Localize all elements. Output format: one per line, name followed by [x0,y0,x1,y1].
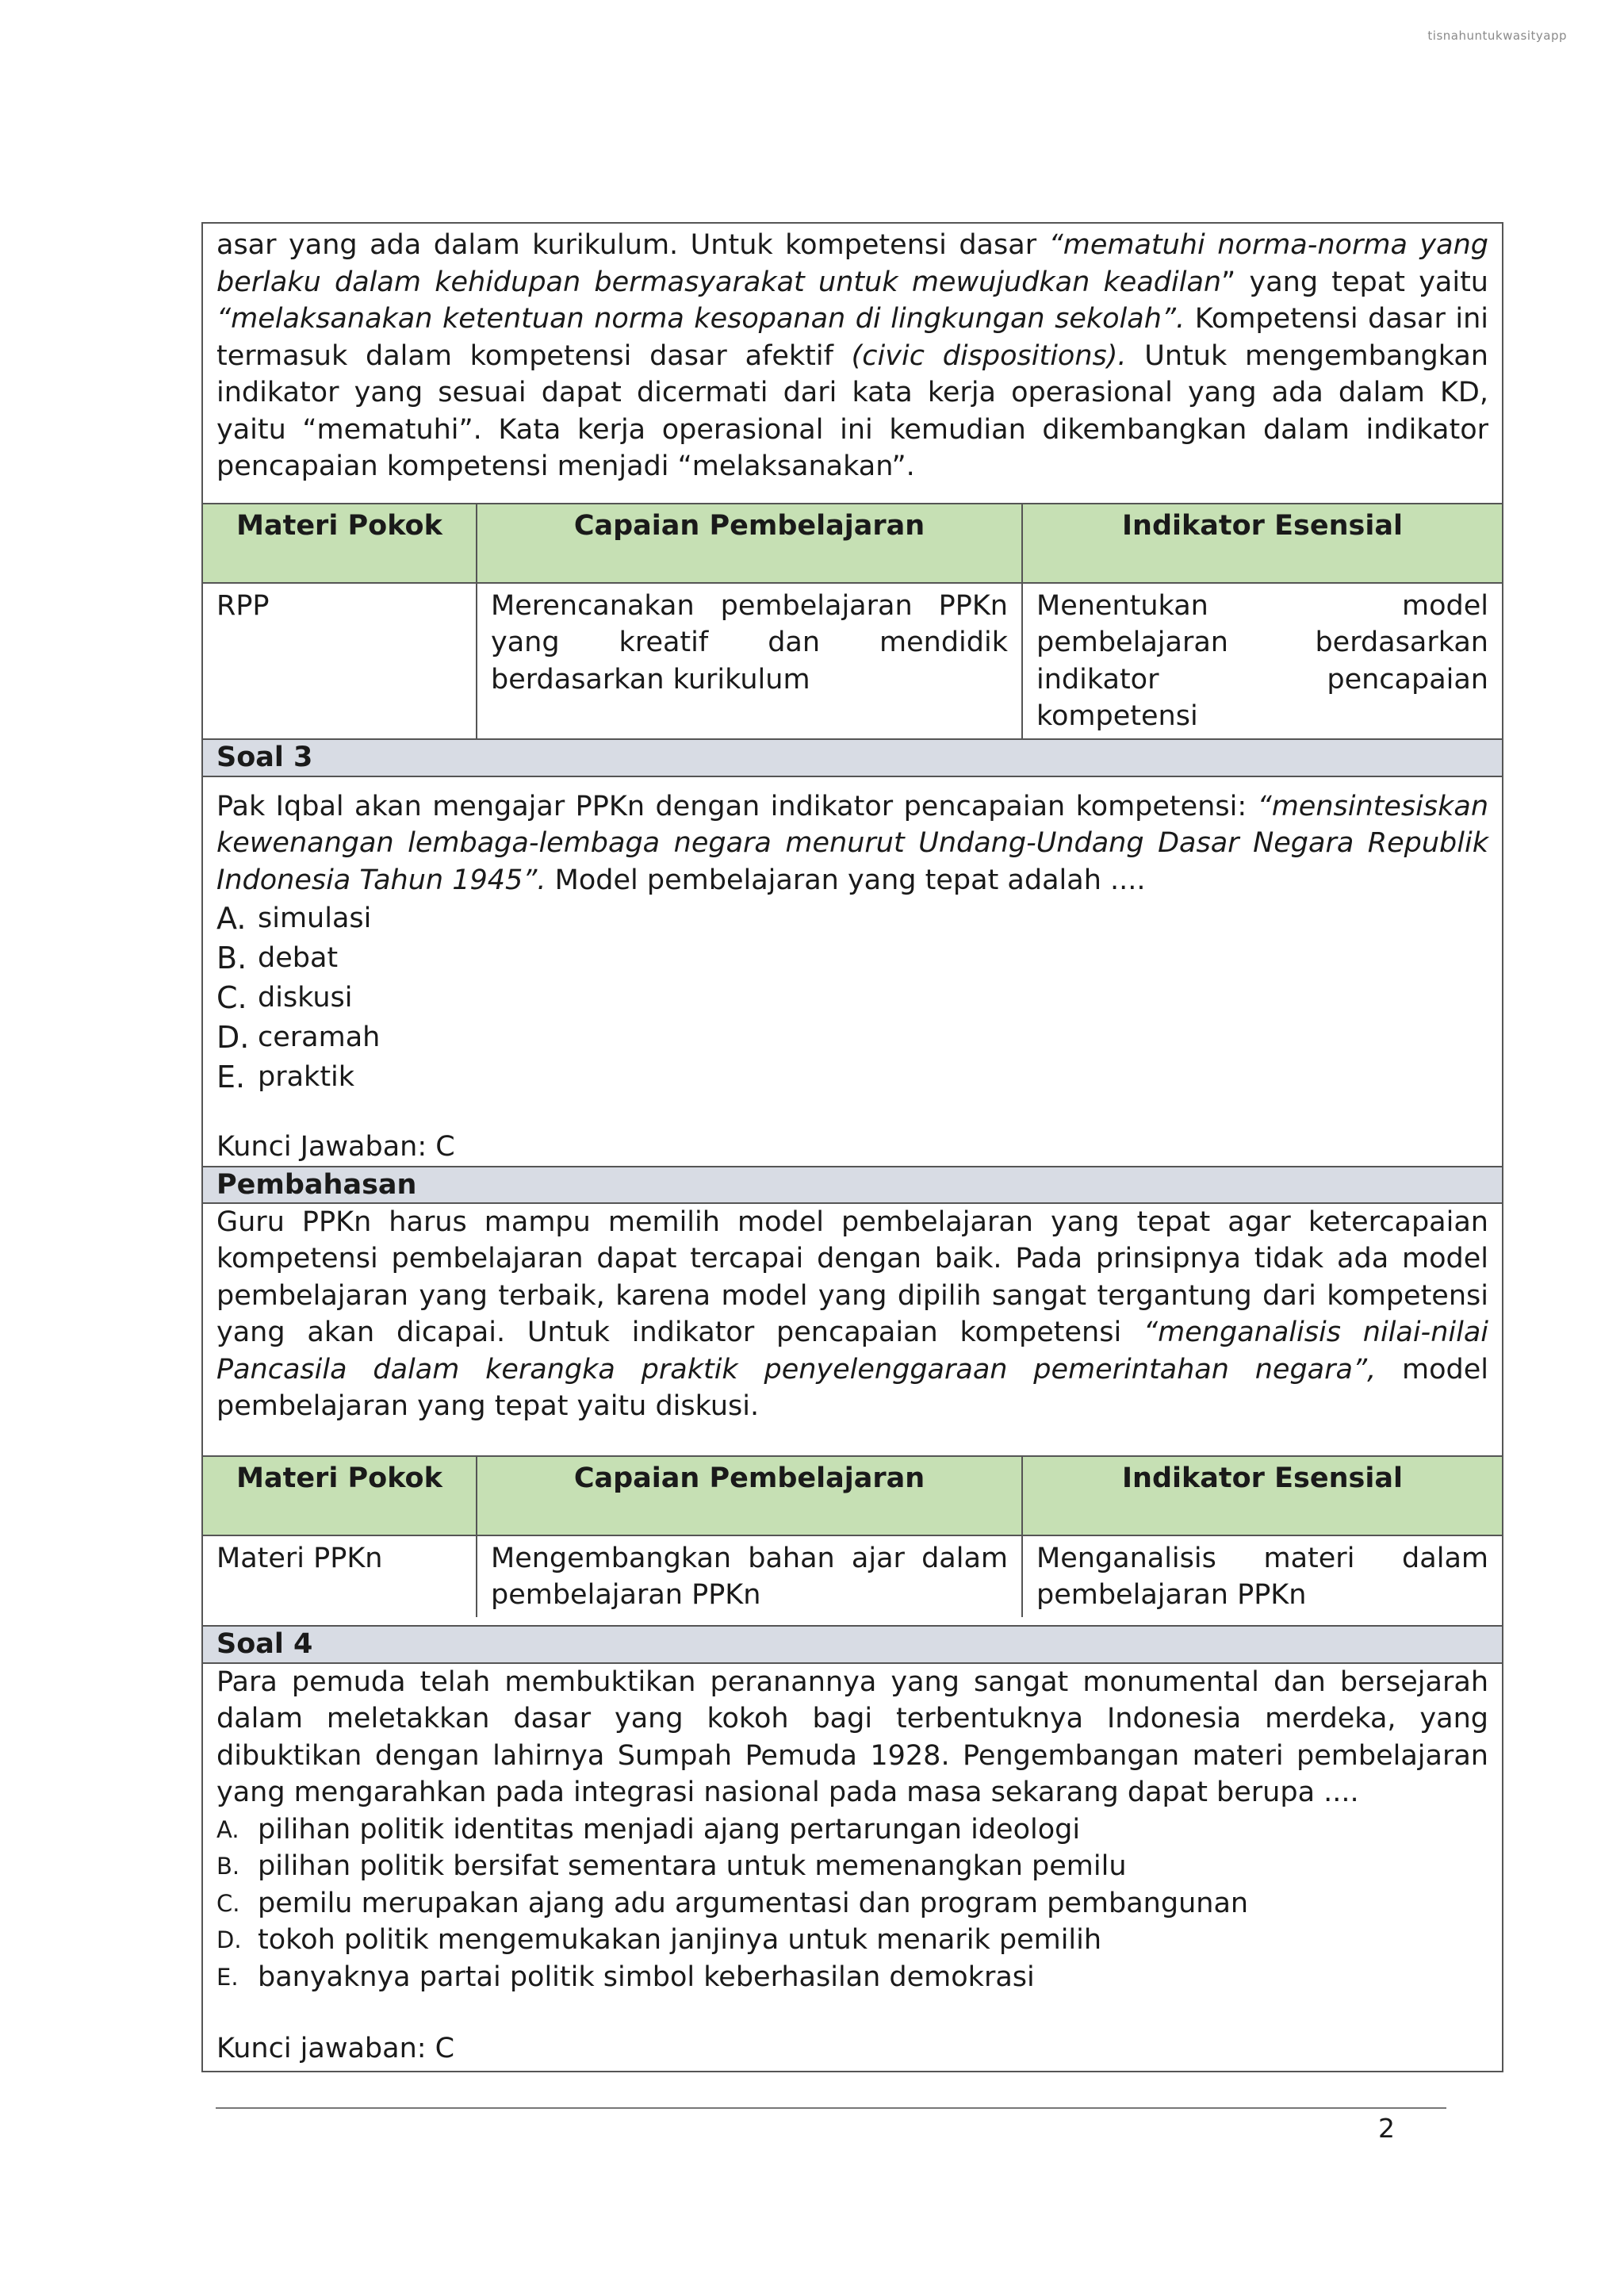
option-text: praktik [258,1061,355,1093]
soal-4-answer-key: Kunci jawaban: C [216,2033,455,2064]
question-text: Pak Iqbal akan mengajar PPKn dengan indikator pencapaian kompetensi: [216,790,1258,822]
intro-text: Untuk mengembangkan indikator yang sesuai dapat dicermati dari kata kerja operasional yang ada dalam KD, yaitu “mematuhi”. Kata kerja operasional ini kemudian dikembangkan dalam indikator pencapaian kompetensi menjadi “melaksanakan”. [216,339,1488,482]
option-text: tokoh politik mengemukakan janjinya untuk menarik pemilih [258,1924,1102,1956]
cell-capaian-pembelajaran: Mengembangkan bahan ajar dalam pembelajaran PPKn [476,1536,1021,1617]
option-letter: C. [216,980,247,1015]
option-text: debat [258,942,339,974]
pembahasan-quote: “menganalisis nilai-nilai Pancasila dalam kerangka praktik penyelenggaraan pemerintahan negara”, [216,1317,1488,1386]
option-text: diskusi [258,982,353,1014]
option-letter: C. [216,1889,240,1917]
option-letter: A. [216,1815,239,1843]
soal-4-title: Soal 4 [203,1625,1502,1662]
option-letter: E. [216,1060,246,1094]
intro-text: asar yang ada dalam kurikulum. Untuk kompetensi dasar [216,229,1049,261]
intro-text: Kompetensi dasar ini termasuk dalam kompetensi dasar afektif [216,303,1488,372]
header-materi-pokok: Materi Pokok [203,504,476,582]
option-letter: B. [216,941,247,976]
soal-3-body [203,776,1502,1166]
table-row [203,1535,1502,1625]
question-text: Model pembelajaran yang tepat adalah .... [546,864,1146,896]
soal-4-question: Para pemuda telah membuktikan peranannya yang sangat monumental dan bersejarah dalam meletakkan dasar yang kokoh bagi terbentuknya Indonesia merdeka, yang dibuktikan dengan lahirnya Sumpah Pemuda 1928. Pengembangan materi pembelajaran yang mengarahkan pada integrasi nasional pada masa sekarang dapat berupa .... [216,1665,1488,1808]
option-b [216,1848,1488,1885]
option-text: ceramah [258,1022,381,1053]
header-capaian-pembelajaran: Capaian Pembelajaran [476,504,1021,582]
cell-materi-pokok: RPP [216,589,270,622]
question-quote: “mensintesiskan kewenangan lembaga-lembaga negara menurut Undang-Undang Dasar Negara Republik Indonesia Tahun 1945”. [216,790,1488,896]
header-materi-pokok: Materi Pokok [203,1457,476,1535]
option-e [216,1057,1488,1097]
option-text: pilihan politik bersifat sementara untuk memenangkan pemilu [258,1850,1127,1882]
option-text: pemilu merupakan ajang adu argumentasi dan program pembangunan [258,1887,1249,1919]
option-c [216,1885,1488,1922]
soal-4-options [216,1811,1488,1996]
cell-indikator-esensial: Menganalisis materi dalam pembelajaran PPKn [1021,1536,1502,1617]
question-table [201,222,1503,2072]
intro-paragraph [203,224,1502,503]
option-text: simulasi [258,903,372,934]
header-indikator-esensial: Indikator Esensial [1021,1457,1502,1535]
option-d [216,1018,1488,1057]
cell-indikator-esensial: Menentukan model pembelajaran berdasarkan indikator pencapaian kompetensi [1021,584,1502,738]
intro-term: (civic dispositions). [851,339,1127,372]
option-letter: D. [216,1020,250,1055]
pembahasan-title: Pembahasan [203,1166,1502,1202]
option-d [216,1922,1488,1959]
option-a [216,899,1488,938]
option-b [216,938,1488,978]
cell-capaian-pembelajaran: Merencanakan pembelajaran PPKn yang kreatif dan mendidik berdasarkan kurikulum [476,584,1021,738]
option-letter: B. [216,1853,240,1880]
cell-materi-pokok: Materi PPKn [216,1542,383,1574]
header-indikator-esensial: Indikator Esensial [1021,504,1502,582]
pembahasan-text: Guru PPKn harus mampu memilih model pembelajaran yang tepat agar ketercapaian kompetensi pembelajaran dapat tercapai dengan baik. Pada prinsipnya tidak ada model pembelajaran yang terbaik, karena model yang dipilih sangat tergantung dari kompetensi yang akan dicapai. Untuk indikator pencapaian kompetensi [216,1205,1488,1348]
soal-4-body [203,1662,1502,2071]
option-text: banyaknya partai politik simbol keberhasilan demokrasi [258,1961,1035,1993]
header-capaian-pembelajaran: Capaian Pembelajaran [476,1457,1021,1535]
option-text: pilihan politik identitas menjadi ajang pertarungan ideologi [258,1813,1081,1846]
table-row [203,582,1502,738]
option-letter: D. [216,1926,242,1953]
soal-3-title: Soal 3 [203,738,1502,776]
option-letter: A. [216,901,247,936]
option-letter: E. [216,1963,239,1991]
soal-3-answer-key: Kunci Jawaban: C [216,1131,455,1163]
page-number: 2 [1378,2113,1395,2144]
option-e [216,1959,1488,1996]
table-header-row [203,503,1502,582]
intro-quote: “melaksanakan ketentuan norma kesopanan di lingkungan sekolah”. [216,303,1185,335]
option-a [216,1811,1488,1849]
option-c [216,978,1488,1018]
intro-quote: “mematuhi norma-norma yang berlaku dalam kehidupan bermasyarakat untuk mewujudkan keadilan [216,229,1488,298]
soal-3-options [216,899,1488,1097]
footer-divider [216,2107,1446,2109]
pembahasan-body [203,1202,1502,1455]
header-watermark: tisnahuntukwasityapp [1427,29,1567,43]
intro-text: ” yang tepat yaitu [1221,266,1488,298]
soal-3-question [216,788,1488,899]
pembahasan-text: model pembelajaran yang tepat yaitu diskusi. [216,1353,1489,1422]
table-header-row [203,1455,1502,1535]
